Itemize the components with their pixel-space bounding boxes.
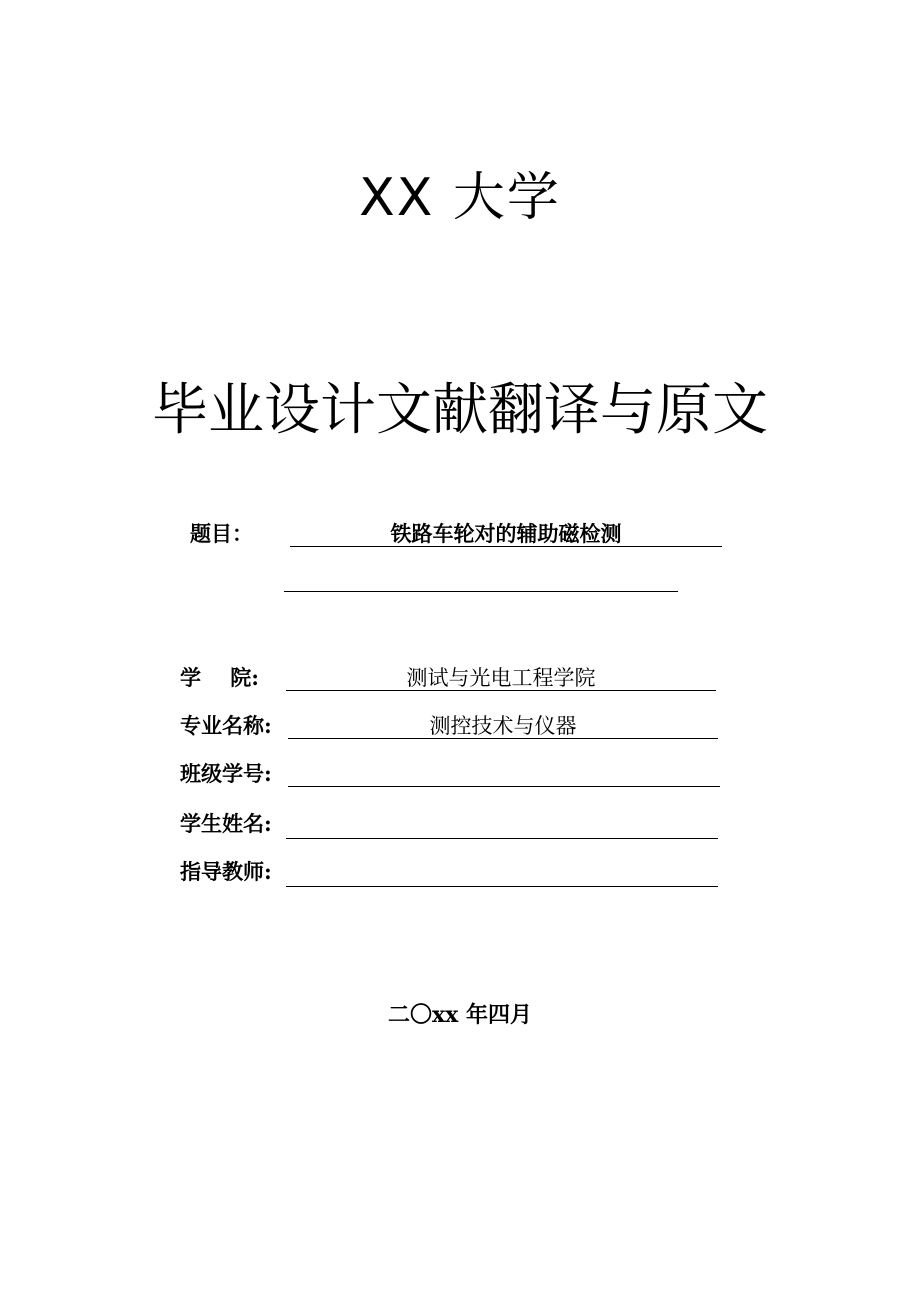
topic-label: 题目：: [190, 521, 253, 546]
document-title: 毕业设计文献翻译与原文: [152, 378, 768, 443]
topic-value: 铁路车轮对的辅助磁检测: [290, 520, 722, 547]
class-id-label: 班级学号:: [180, 761, 272, 786]
college-label: 学 院:: [180, 665, 259, 690]
university-name: XX 大学: [359, 168, 561, 228]
major-value: 测控技术与仪器: [288, 712, 718, 739]
college-value: 测试与光电工程学院: [286, 664, 716, 691]
advisor-value: [286, 860, 718, 887]
student-name-label: 学生姓名:: [180, 811, 272, 836]
advisor-label: 指导教师:: [180, 859, 272, 884]
date: 二〇xx 年四月: [388, 1002, 532, 1028]
major-label: 专业名称:: [180, 713, 272, 738]
topic-second-line: [284, 591, 678, 592]
student-name-value: [286, 812, 718, 839]
class-id-value: [288, 760, 720, 787]
